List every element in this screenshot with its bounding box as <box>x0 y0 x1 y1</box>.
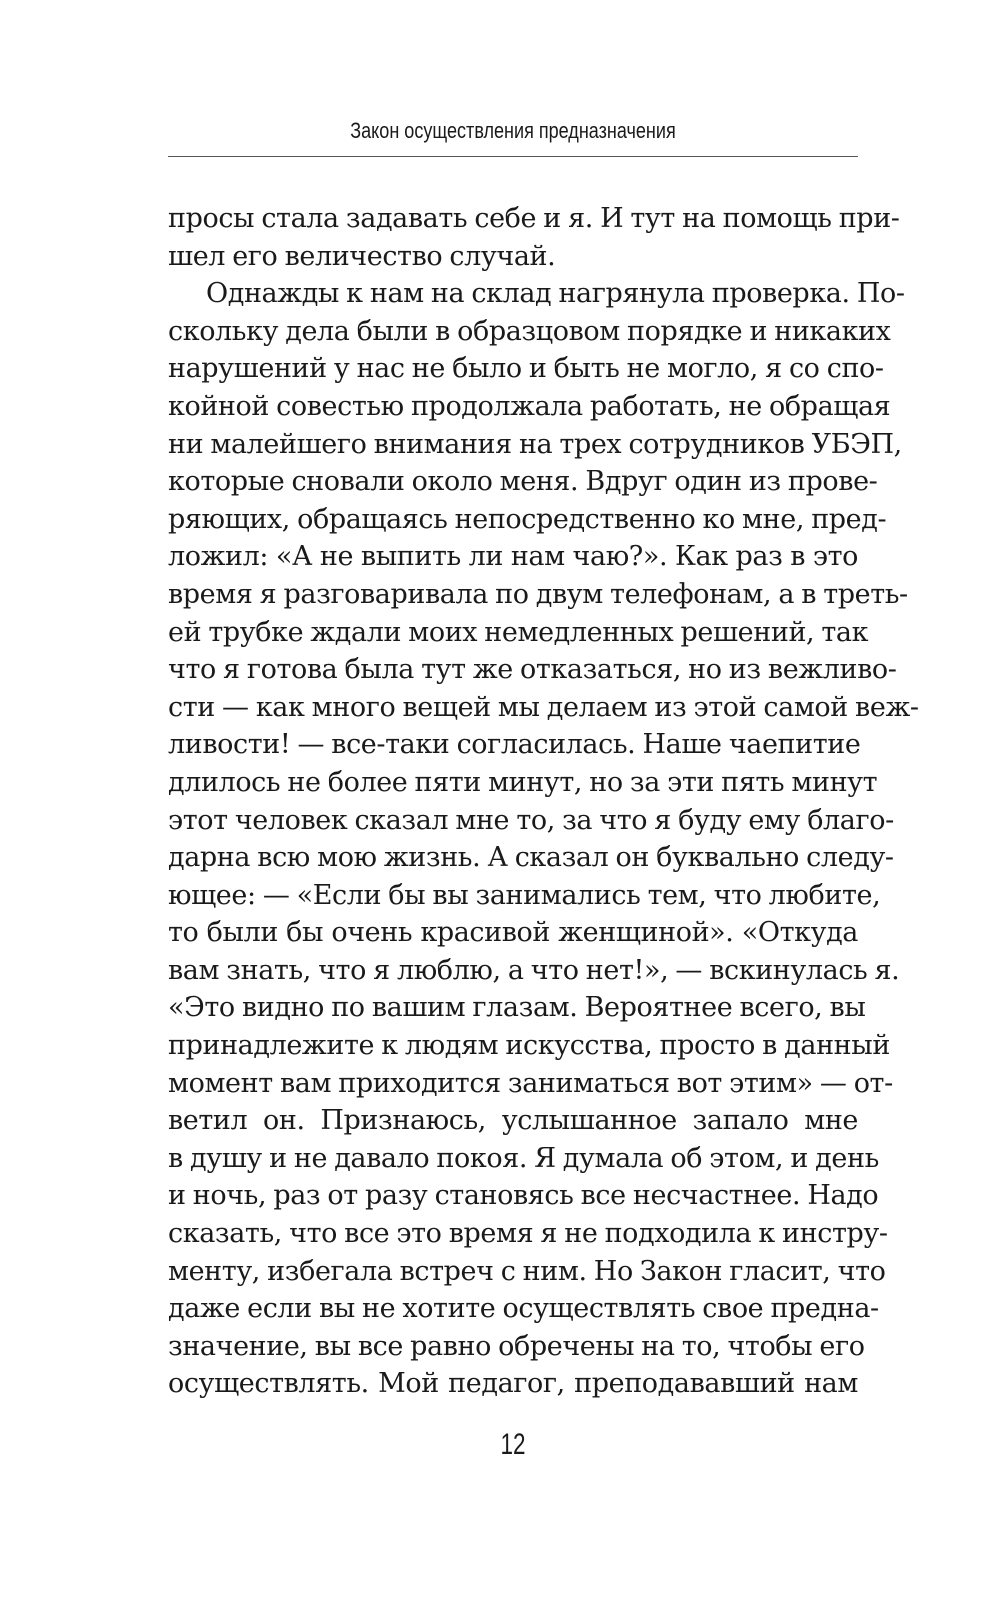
text-line: значение, вы все равно обречены на то, чтобы его <box>168 1330 865 1362</box>
text-line: Однажды к нам на склад нагрянула проверка. По- <box>206 278 905 310</box>
running-header: Закон осуществления предназначения <box>350 118 676 143</box>
text-line: момент вам приходится заниматься вот этим» — от- <box>168 1067 893 1099</box>
text-line: вам знать, что я люблю, а что нет!», — вскинулась я. <box>168 954 900 986</box>
page-body <box>168 200 919 1403</box>
text-line: что я готова была тут же отказаться, но из вежливо- <box>168 654 897 686</box>
text-line: ряющих, обращаясь непосредственно ко мне, пред- <box>168 503 887 535</box>
text-line: осуществлять. Мой педагог, преподававший нам <box>168 1368 858 1400</box>
text-line: даже если вы не хотите осуществлять свое предна- <box>168 1293 879 1325</box>
text-line: «Это видно по вашим глазам. Вероятнее всего, вы <box>168 992 866 1024</box>
text-line: этот человек сказал мне то, за что я буду ему благо- <box>168 804 894 836</box>
text-line: просы стала задавать себе и я. И тут на помощь при- <box>168 203 900 234</box>
text-line: ветил он. Признаюсь, услышанное запало мне <box>168 1105 858 1137</box>
text-line: ей трубке ждали моих немедленных решений, так <box>168 616 869 648</box>
text-line: дарна всю мою жизнь. А сказал он буквально следу- <box>168 842 894 874</box>
text-line: ложил: «А не выпить ли нам чаю?». Как раз в это <box>168 541 858 573</box>
text-line: сти — как много вещей мы делаем из этой самой веж- <box>168 691 919 723</box>
text-line: ни малейшего внимания на трех сотрудников УБЭП, <box>168 428 902 460</box>
text-line: шел его величество случай. <box>168 240 556 272</box>
text-line: и ночь, раз от разу становясь все несчастнее. Надо <box>168 1180 879 1212</box>
text-line: в душу и не давало покоя. Я думала об этом, и день <box>168 1142 879 1174</box>
text-line: койной совестью продолжала работать, не обращая <box>168 390 891 422</box>
page-number: 12 <box>500 1428 526 1461</box>
text-line: время я разговаривала по двум телефонам, а в треть- <box>168 578 908 610</box>
text-line: сказать, что все это время я не подходила к инстру- <box>168 1218 888 1250</box>
text-line: принадлежите к людям искусства, просто в данный <box>168 1030 890 1062</box>
text-line: ливости! — все-таки согласилась. Наше чаепитие <box>168 729 861 761</box>
text-line: ющее: — «Если бы вы занимались тем, что любите, <box>168 879 881 911</box>
text-line: скольку дела были в образцовом порядке и никаких <box>168 315 891 347</box>
text-line: менту, избегала встреч с ним. Но Закон гласит, что <box>168 1255 886 1287</box>
text-line: длилось не более пяти минут, но за эти пять минут <box>168 766 878 798</box>
text-line: которые сновали около меня. Вдруг один из прове- <box>168 466 878 498</box>
text-line: нарушений у нас не было и быть не могло, я со спо- <box>168 353 884 385</box>
header-divider <box>168 156 858 157</box>
text-line: то были бы очень красивой женщиной». «Откуда <box>168 917 858 949</box>
